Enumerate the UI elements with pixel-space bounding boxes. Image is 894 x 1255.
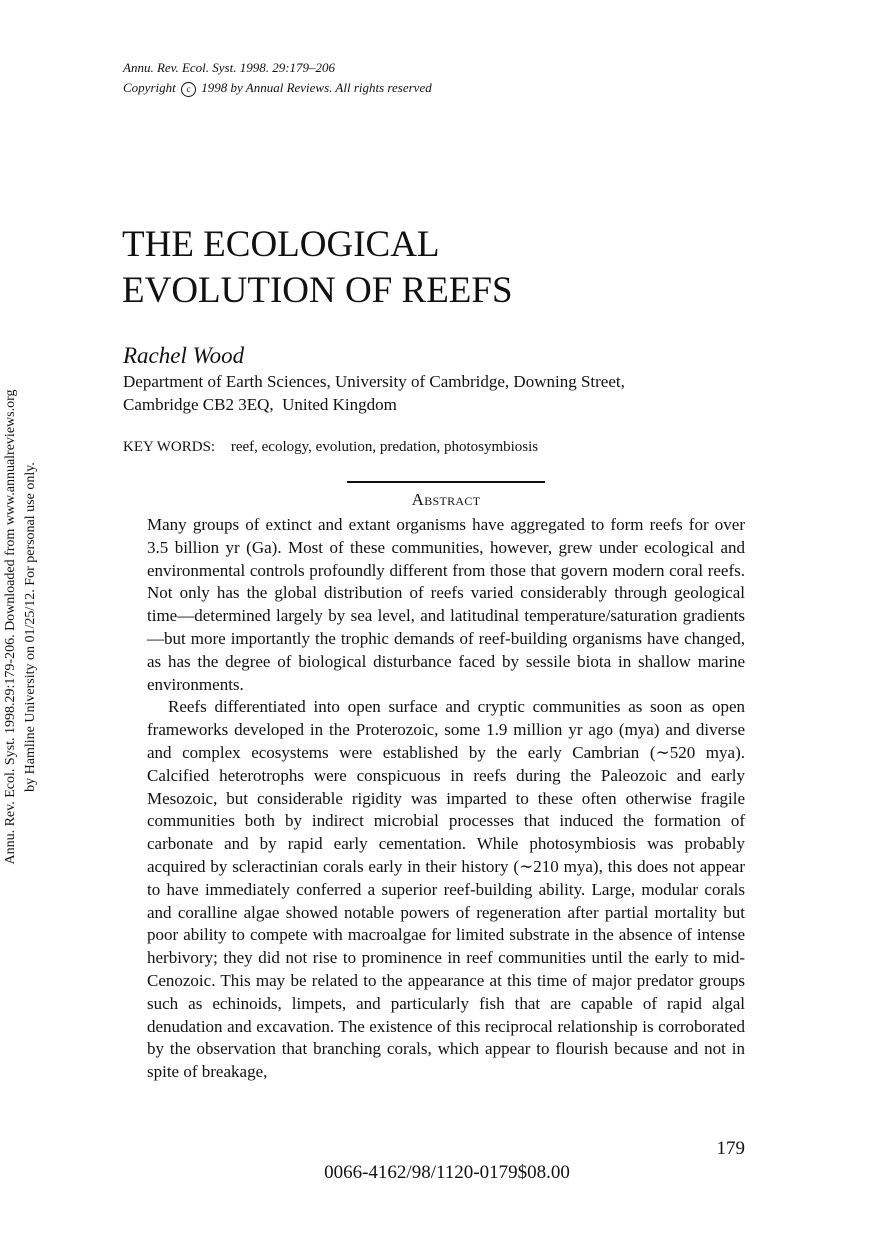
article-code: 0066-4162/98/1120-0179$08.00 [324,1162,570,1183]
copyright-icon: c [181,82,196,97]
copyright-line [123,78,432,98]
download-watermark [1,337,41,917]
abstract-body [147,514,745,1084]
keywords [123,437,538,457]
page-number: 179 [716,1138,745,1159]
article-title [122,222,513,314]
author-name: Rachel Wood [123,343,245,368]
affiliation-line1: Department of Earth Sciences, University of Cambridge, Downing Street, [123,372,625,391]
copyright-prefix: Copyright [123,80,176,95]
abstract-paragraph: Reefs differentiated into open surface and cryptic communities as soon as open frameworks developed in the Proterozoic, some 1.9 million yr ago (mya) and diverse and complex ecosystems were established by the early Cambrian (∼520 mya). Calcified heterotrophs were conspicuous in reefs during the Paleozoic and early Mesozoic, but considerable rigidity was imparted to these often otherwise fragile communities both by indirect microbial processes that induced the formation of carbonate and by rapid early cementation. While photosymbiosis was probably acquired by scleractinian corals early in their history (∼210 mya), this does not appear to have immediately conferred a superior reef-building ability. Large, modular corals and coralline algae showed notable powers of regeneration after partial mortality but poor ability to compete with macroalgae for limited substrate in the absence of intense herbivory; they did not rise to prominence in reef communities until the early to mid-Cenozoic. This may be related to the appearance at this time of major predator groups such as echinoids, limpets, and particularly fish that are capable of rapid algal denudation and excavation. The existence of this reciprocal relationship is corroborated by the observation that branching corals, which appear to flourish because and not in spite of breakage, [147,697,745,1082]
article-title-line1: THE ECOLOGICAL [122,224,440,265]
journal-header [123,58,432,98]
keywords-label: KEY WORDS: [123,439,216,455]
abstract-divider [347,481,545,483]
author-affiliation [123,370,625,416]
abstract-paragraph: Many groups of extinct and extant organisms have aggregated to form reefs for over 3.5 billion yr (Ga). Most of these communities, however, grew under ecological and environmental controls profoundly different from those that govern modern coral reefs. Not only has the global distribution of reefs varied considerably through geological time—determined largely by sea level, and latitudinal temperature/saturation gradients—but more importantly the trophic demands of reef-building organisms have changed, as has the degree of biological disturbance faced by sessile biota in shallow marine environments. [147,515,745,694]
abstract-heading: Abstract [411,490,481,509]
article-title-line2: EVOLUTION OF REEFS [122,270,513,311]
journal-citation: Annu. Rev. Ecol. Syst. 1998. 29:179–206 [123,60,336,75]
download-watermark-line1: Annu. Rev. Ecol. Syst. 1998.29:179-206. Downloaded from www.annualreviews.org [3,389,18,865]
copyright-suffix: 1998 by Annual Reviews. All rights reserved [201,80,432,95]
affiliation-line2: Cambridge CB2 3EQ, United Kingdom [123,395,397,414]
keywords-list: reef, ecology, evolution, predation, photosymbiosis [230,439,539,455]
download-watermark-line2: by Hamline University on 01/25/12. For personal use only. [23,462,38,792]
